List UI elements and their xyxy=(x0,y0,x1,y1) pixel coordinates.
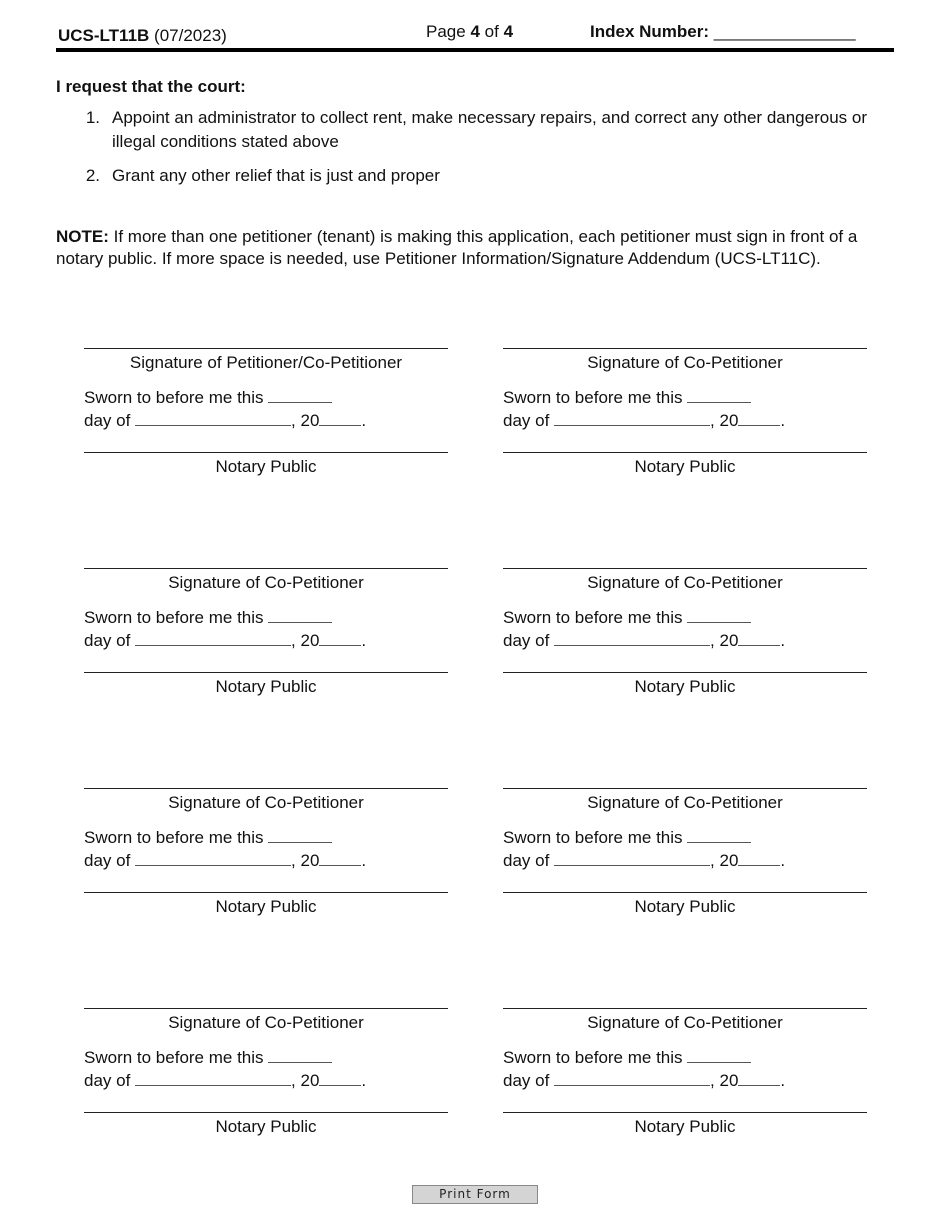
day-field[interactable] xyxy=(268,828,332,843)
year-field[interactable] xyxy=(319,1071,361,1086)
year-field[interactable] xyxy=(738,631,780,646)
form-code: UCS-LT11B (07/2023) xyxy=(58,26,227,45)
month-field[interactable] xyxy=(135,851,291,866)
sworn-statement: Sworn to before me this day of , 20 . xyxy=(84,388,367,430)
signature-block xyxy=(503,568,867,697)
day-field[interactable] xyxy=(687,1048,751,1063)
signature-line[interactable] xyxy=(503,348,867,349)
year-field[interactable] xyxy=(738,1071,780,1086)
notary-signature-line[interactable] xyxy=(84,672,448,673)
sworn-statement: Sworn to before me this day of , 20 . xyxy=(84,608,367,650)
notary-signature-line[interactable] xyxy=(84,892,448,893)
notary-label: Notary Public xyxy=(634,457,736,476)
signature-label: Signature of Petitioner/Co-Petitioner xyxy=(129,353,403,372)
month-field[interactable] xyxy=(135,631,291,646)
request-list xyxy=(56,106,876,198)
month-field[interactable] xyxy=(554,1071,710,1086)
day-field[interactable] xyxy=(687,388,751,403)
day-field[interactable] xyxy=(687,828,751,843)
year-field[interactable] xyxy=(738,851,780,866)
signature-block xyxy=(503,348,867,477)
year-field[interactable] xyxy=(319,631,361,646)
notary-signature-line[interactable] xyxy=(503,672,867,673)
signature-block xyxy=(84,568,448,697)
note-paragraph: NOTE: If more than one petitioner (tenant) is making this application, each petitioner must sign in front of a notary public. If more space is needed, use Petitioner Information/Signature Addendum (UCS-LT11C). xyxy=(56,227,858,268)
print-form-button[interactable]: Print Form xyxy=(412,1185,538,1204)
notary-label: Notary Public xyxy=(634,1117,736,1136)
list-item: 2. Grant any other relief that is just and proper xyxy=(85,166,440,185)
year-field[interactable] xyxy=(319,851,361,866)
signature-label: Signature of Co-Petitioner xyxy=(587,793,783,812)
list-item: 1. Appoint an administrator to collect rent, make necessary repairs, and correct any other dangerous or illegal conditions stated above xyxy=(85,108,867,151)
year-field[interactable] xyxy=(738,411,780,426)
signature-block xyxy=(84,348,448,477)
month-field[interactable] xyxy=(135,411,291,426)
month-field[interactable] xyxy=(554,631,710,646)
day-field[interactable] xyxy=(268,608,332,623)
month-field[interactable] xyxy=(554,411,710,426)
page-number: Page 4 of 4 xyxy=(426,22,514,41)
notary-label: Notary Public xyxy=(215,1117,317,1136)
notary-signature-line[interactable] xyxy=(84,1112,448,1113)
signature-block xyxy=(84,788,448,917)
signature-label: Signature of Co-Petitioner xyxy=(168,1013,364,1032)
notary-signature-line[interactable] xyxy=(84,452,448,453)
signature-block xyxy=(84,1008,448,1137)
day-field[interactable] xyxy=(687,608,751,623)
signature-line[interactable] xyxy=(503,568,867,569)
notary-signature-line[interactable] xyxy=(503,892,867,893)
signature-label: Signature of Co-Petitioner xyxy=(587,1013,783,1032)
signature-block xyxy=(503,1008,867,1137)
notary-label: Notary Public xyxy=(215,897,317,916)
signature-line[interactable] xyxy=(503,1008,867,1009)
sworn-statement: Sworn to before me this day of , 20 . xyxy=(503,1048,786,1090)
signature-line[interactable] xyxy=(84,788,448,789)
month-field[interactable] xyxy=(135,1071,291,1086)
notary-signature-line[interactable] xyxy=(503,1112,867,1113)
signature-block xyxy=(503,788,867,917)
notary-label: Notary Public xyxy=(634,677,736,696)
signature-line[interactable] xyxy=(84,348,448,349)
sworn-statement: Sworn to before me this day of , 20 . xyxy=(84,1048,367,1090)
signature-label: Signature of Co-Petitioner xyxy=(587,573,783,592)
day-field[interactable] xyxy=(268,1048,332,1063)
index-number: Index Number: _______________ xyxy=(590,22,856,41)
notary-label: Notary Public xyxy=(634,897,736,916)
sworn-statement: Sworn to before me this day of , 20 . xyxy=(503,388,786,430)
signature-line[interactable] xyxy=(503,788,867,789)
sworn-statement: Sworn to before me this day of , 20 . xyxy=(84,828,367,870)
signature-line[interactable] xyxy=(84,1008,448,1009)
day-field[interactable] xyxy=(268,388,332,403)
sworn-statement: Sworn to before me this day of , 20 . xyxy=(503,608,786,650)
notary-signature-line[interactable] xyxy=(503,452,867,453)
signature-label: Signature of Co-Petitioner xyxy=(168,573,364,592)
index-number-field[interactable]: _______________ xyxy=(713,22,856,41)
month-field[interactable] xyxy=(554,851,710,866)
signature-line[interactable] xyxy=(84,568,448,569)
year-field[interactable] xyxy=(319,411,361,426)
sworn-statement: Sworn to before me this day of , 20 . xyxy=(503,828,786,870)
request-heading: I request that the court: xyxy=(56,77,246,96)
notary-label: Notary Public xyxy=(215,457,317,476)
notary-label: Notary Public xyxy=(215,677,317,696)
signature-label: Signature of Co-Petitioner xyxy=(587,353,783,372)
signature-label: Signature of Co-Petitioner xyxy=(168,793,364,812)
page-header xyxy=(56,18,894,52)
